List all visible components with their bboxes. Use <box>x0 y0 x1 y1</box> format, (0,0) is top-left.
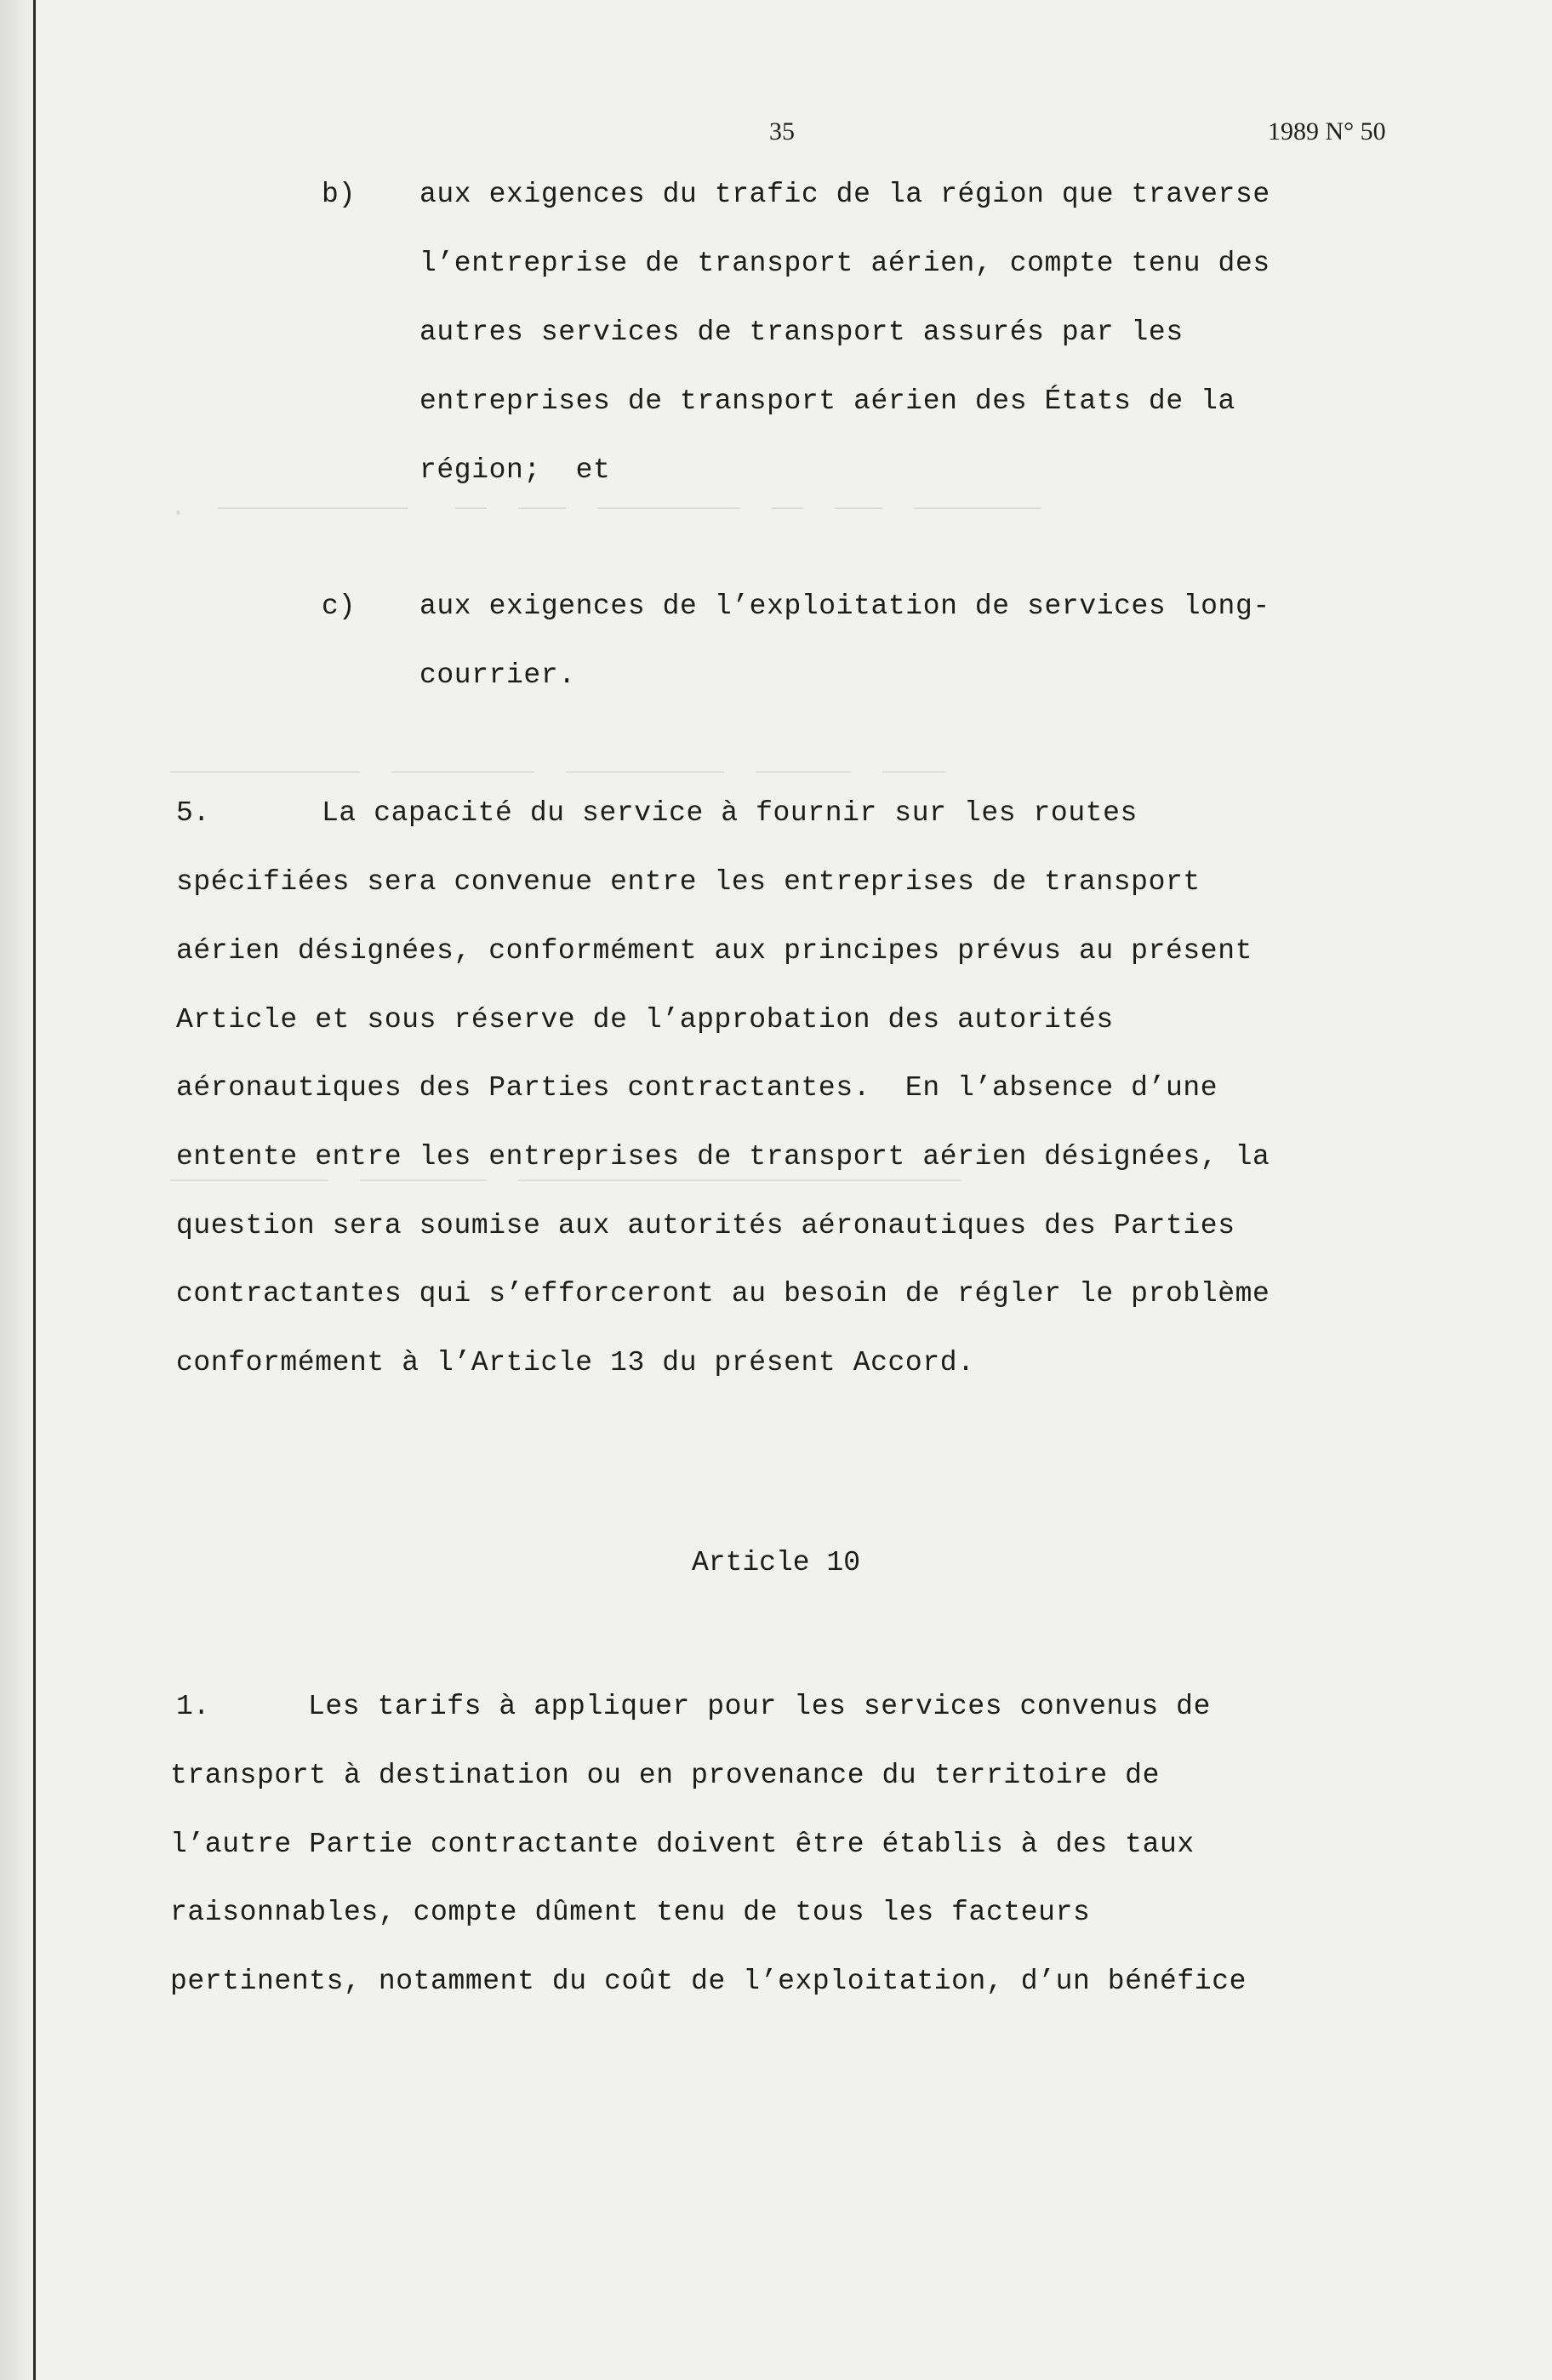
paragraph-1-line: raisonnables, compte dûment tenu de tous les facteurs <box>170 1897 1091 1928</box>
item-b-line: aux exigences du trafic de la région que traverse <box>419 179 1270 210</box>
article-heading: Article 10 <box>691 1547 861 1578</box>
paragraph-5-number: 5. <box>176 797 210 829</box>
paragraph-5-line: entente entre les entreprises de transport aérien désignées, la <box>176 1141 1270 1173</box>
item-b-line: entreprises de transport aérien des États de la <box>419 385 1235 417</box>
item-b-line: l’entreprise de transport aérien, compte tenu des <box>419 248 1270 279</box>
item-b-line: autres services de transport assurés par les <box>419 317 1184 348</box>
paragraph-1-line: Les tarifs à appliquer pour les services convenus de <box>308 1691 1211 1722</box>
paragraph-5-line: Article et sous réserve de l’approbation des autorités <box>176 1004 1114 1036</box>
paragraph-1-line: l’autre Partie contractante doivent être établis à des taux <box>170 1829 1195 1860</box>
item-c-line: courrier. <box>419 659 576 691</box>
show-through-shadow: . ____________ __ ___ _________ __ ___ ________ <box>170 502 1041 532</box>
page-header <box>0 117 1552 155</box>
page-number: 35 <box>769 117 795 146</box>
binding-edge-line <box>33 0 36 2380</box>
paragraph-5-line: contractantes qui s’efforceront au besoin de régler le problème <box>176 1278 1270 1310</box>
item-c-label: c) <box>322 591 356 622</box>
paragraph-1-line: transport à destination ou en provenance du territoire de <box>170 1760 1160 1791</box>
paragraph-5-line: aérien désignées, conformément aux principes prévus au présent <box>176 935 1252 967</box>
item-c-line: aux exigences de l’exploitation de services long- <box>419 591 1270 622</box>
paragraph-1-line: pertinents, notamment du coût de l’exploitation, d’un bénéfice <box>170 1966 1247 1997</box>
journal-year-number: 1989 N° 50 <box>1268 117 1386 146</box>
paragraph-5-line: conformément à l’Article 13 du présent Accord. <box>176 1347 975 1378</box>
paragraph-5-line: aéronautiques des Parties contractantes. En l’absence d’une <box>176 1072 1218 1104</box>
paragraph-5-line: question sera soumise aux autorités aéronautiques des Parties <box>176 1210 1235 1241</box>
show-through-shadow: ____________ _________ __________ ______ ____ <box>170 766 946 796</box>
item-b-label: b) <box>322 179 356 210</box>
paragraph-5-line: spécifiées sera convenue entre les entreprises de transport <box>176 866 1201 898</box>
item-b-line: région; et <box>419 454 611 486</box>
paragraph-5-line: La capacité du service à fournir sur les routes <box>322 797 1138 829</box>
paragraph-1-number: 1. <box>176 1691 210 1722</box>
show-through-shadow: __________ ________ ____________________________ <box>170 1174 962 1204</box>
